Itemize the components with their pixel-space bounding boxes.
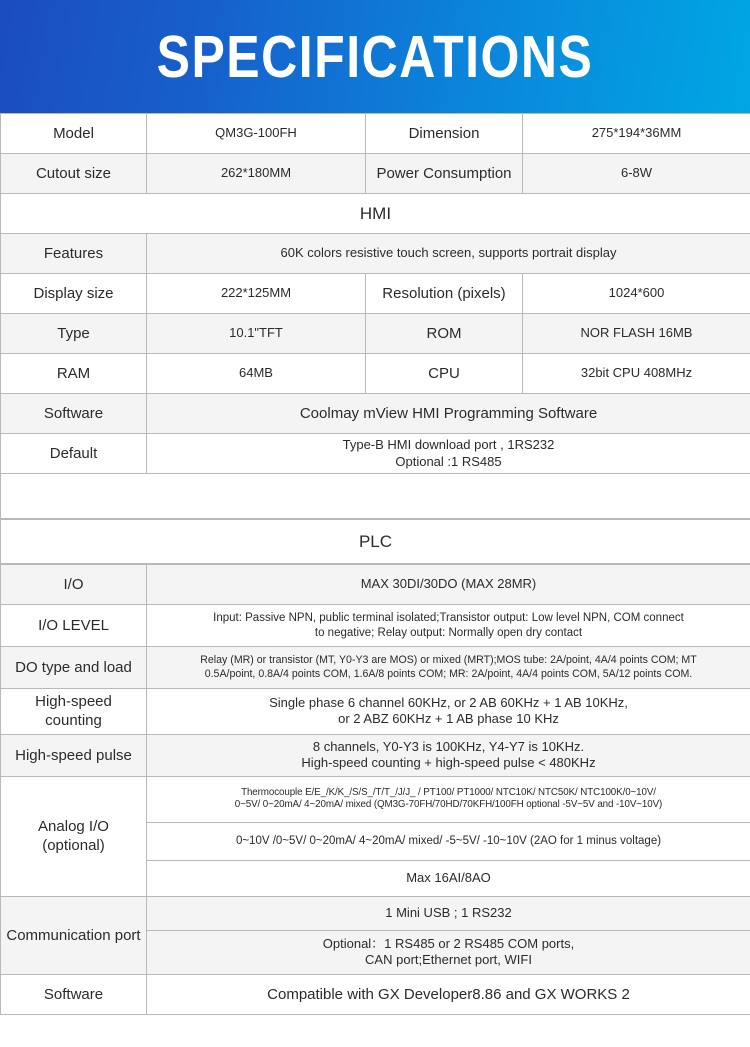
model-label: Model [1, 114, 147, 154]
io-label: I/O [1, 565, 147, 605]
do-type-label: DO type and load [1, 647, 147, 689]
communication-port-row2 [147, 930, 750, 974]
high-speed-counting-label: High-speed counting [1, 689, 147, 734]
hs-counting-line2: or 2 ABZ 60KHz + 1 AB phase 10 KHz [338, 711, 559, 727]
table-row [1, 394, 750, 434]
table-row [1, 274, 750, 314]
spacer-row [1, 474, 750, 519]
general-spec-table [0, 113, 750, 519]
dimension-label: Dimension [366, 114, 523, 154]
cpu-value: 32bit CPU 408MHz [523, 354, 750, 394]
hmi-software-value: Coolmay mView HMI Programming Software [147, 394, 750, 434]
table-row [1, 689, 750, 734]
io-level-line1: Input: Passive NPN, public terminal isolated;Transistor output: Low level NPN, COM connect [213, 612, 684, 625]
table-row [1, 605, 750, 647]
table-row [1, 974, 750, 1014]
default-value-line1: Type-B HMI download port , 1RS232 [342, 437, 555, 452]
display-size-value: 222*125MM [147, 274, 366, 314]
dimension-value: 275*194*36MM [523, 114, 750, 154]
hs-pulse-line2: High-speed counting + high-speed pulse < 480KHz [301, 755, 596, 771]
analog-io-label: Analog I/O (optional) [1, 776, 147, 896]
communication-port-label: Communication port [1, 896, 147, 974]
analog-row1-line2: 0~5V/ 0~20mA/ 4~20mA/ mixed (QM3G-70FH/70HD/70KFH/100FH optional -5V~5V and -10V~10V) [234, 799, 663, 811]
io-value: MAX 30DI/30DO (MAX 28MR) [147, 565, 750, 605]
page-banner [0, 0, 750, 113]
comm-row2-line1: Optional：1 RS485 or 2 RS485 COM ports, [322, 935, 575, 951]
section-heading-row [1, 520, 750, 564]
high-speed-counting-value [147, 689, 750, 734]
table-row [1, 647, 750, 689]
table-row [1, 434, 750, 474]
type-label: Type [1, 314, 147, 354]
table-row [1, 896, 750, 930]
plc-software-value: Compatible with GX Developer8.86 and GX WORKS 2 [147, 974, 750, 1014]
hmi-software-label: Software [1, 394, 147, 434]
rom-value: NOR FLASH 16MB [523, 314, 750, 354]
io-level-value [147, 605, 750, 647]
features-label: Features [1, 234, 147, 274]
resolution-label: Resolution (pixels) [366, 274, 523, 314]
do-type-value [147, 647, 750, 689]
table-row [1, 734, 750, 776]
table-row [1, 776, 750, 822]
hs-counting-line1: Single phase 6 channel 60KHz, or 2 AB 60KHz + 1 AB 10KHz, [269, 694, 628, 710]
high-speed-pulse-label: High-speed pulse [1, 734, 147, 776]
hs-pulse-line1: 8 channels, Y0-Y3 is 100KHz, Y4-Y7 is 10KHz. [312, 738, 585, 754]
resolution-value: 1024*600 [523, 274, 750, 314]
page-title: SPECIFICATIONS [156, 23, 594, 90]
analog-row1-line1: Thermocouple E/E_/K/K_/S/S_/T/T_/J/J_ / PT100/ PT1000/ NTC10K/ NTC50K/ NTC100K/0~10V/ [241, 786, 656, 798]
table-row [1, 234, 750, 274]
analog-io-value-row1 [147, 776, 750, 822]
plc-heading-table [0, 519, 750, 564]
comm-row2-line2: CAN port;Ethernet port, WIFI [365, 952, 532, 968]
ram-value: 64MB [147, 354, 366, 394]
features-value: 60K colors resistive touch screen, supports portrait display [147, 234, 750, 274]
do-type-line1: Relay (MR) or transistor (MT, Y0-Y3 are MOS) or mixed (MRT);MOS tube: 2A/point, 4A/4 points COM; MT [200, 654, 697, 667]
section-heading-hmi: HMI [1, 194, 750, 234]
plc-spec-table [0, 564, 750, 1014]
table-row [1, 314, 750, 354]
cutout-size-label: Cutout size [1, 154, 147, 194]
section-heading-row [1, 194, 750, 234]
power-consumption-label: Power Consumption [366, 154, 523, 194]
plc-software-label: Software [1, 974, 147, 1014]
display-size-label: Display size [1, 274, 147, 314]
table-row [1, 565, 750, 605]
default-value-line2: Optional :1 RS485 [395, 453, 502, 469]
default-label: Default [1, 434, 147, 474]
cpu-label: CPU [366, 354, 523, 394]
io-level-label: I/O LEVEL [1, 605, 147, 647]
high-speed-pulse-value [147, 734, 750, 776]
cutout-size-value: 262*180MM [147, 154, 366, 194]
spacer-cell [1, 474, 750, 519]
table-row [1, 154, 750, 194]
section-heading-plc: PLC [1, 520, 750, 564]
communication-port-row1: 1 Mini USB ; 1 RS232 [147, 896, 750, 930]
table-row [1, 354, 750, 394]
io-level-line2: to negative; Relay output: Normally open dry contact [314, 626, 583, 639]
do-type-line2: 0.5A/point, 0.8A/4 points COM, 1.6A/8 points COM; MR: 2A/point, 4A/4 points COM, 5A/12 points COM. [204, 667, 693, 680]
rom-label: ROM [366, 314, 523, 354]
analog-io-value-row2: 0~10V /0~5V/ 0~20mA/ 4~20mA/ mixed/ -5~5V/ -10~10V (2AO for 1 minus voltage) [147, 822, 750, 860]
analog-io-value-row3: Max 16AI/8AO [147, 860, 750, 896]
power-consumption-value: 6-8W [523, 154, 750, 194]
model-value: QM3G-100FH [147, 114, 366, 154]
table-row [1, 114, 750, 154]
default-value [147, 434, 750, 474]
type-value: 10.1"TFT [147, 314, 366, 354]
ram-label: RAM [1, 354, 147, 394]
